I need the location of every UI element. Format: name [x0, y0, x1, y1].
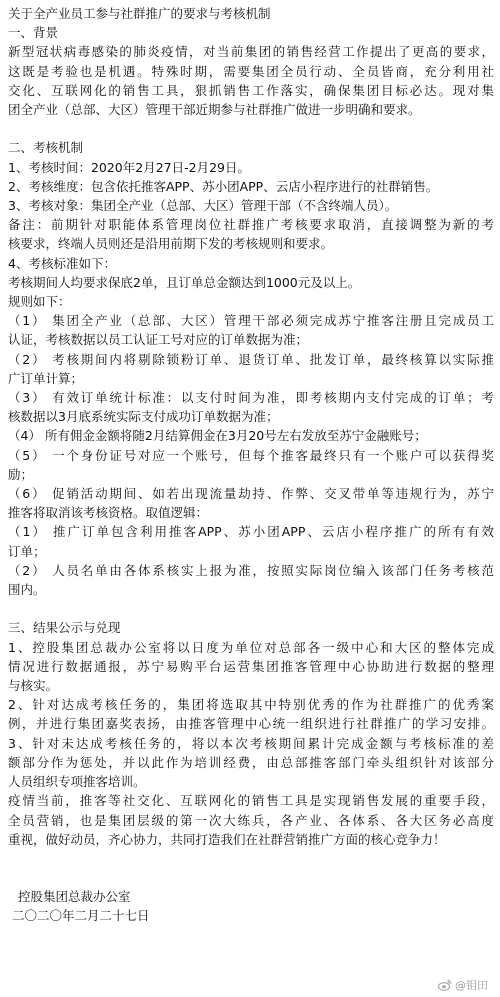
paragraph-line: 1、考核时间：2020年2月27日-2月29日。: [8, 159, 250, 175]
spacer: [8, 868, 494, 887]
spacer: [8, 599, 494, 618]
section-heading: 一、背景: [8, 25, 59, 41]
document: [8, 4, 494, 926]
rule-item: （2） 考核期间内将剔除锁粉订单、退货订单、批发订单，最终核算以实际推: [8, 351, 494, 367]
paragraph-line: 新型冠状病毒感染的肺炎疫情，对当前集团的销售经营工作提出了更高的要求，: [8, 44, 494, 60]
rule-item: （1） 推广订单包含利用推客APP、苏小团APP、云店小程序推广的所有有效: [8, 524, 494, 540]
signature-office: 控股集团总裁办公室: [18, 889, 131, 905]
rule-item: 订单；: [8, 543, 46, 559]
paragraph-line: 3、针对未达成考核任务的，将以本次考核期间累计完成金额与考核标准的差: [8, 735, 494, 751]
rule-item: （3） 有效订单统计标准：以支付时间为准，即考核期内支付完成的订单；考: [8, 390, 494, 406]
paragraph-line: 与核实。: [8, 678, 59, 694]
rule-item: 推客将取消该考核资格。取值逻辑：: [8, 505, 209, 521]
paragraph-line: 规则如下：: [8, 294, 71, 310]
paragraph-line: 重视，做好动员，齐心协力，共同打造我们在社群营销推广方面的核心竞争力！: [8, 831, 446, 847]
rule-item: （2） 人员名单由各体系核实上报为准，按照实际岗位编入该部门任务考核范: [8, 562, 494, 578]
paragraph-line: 人员组织专项推客培训。: [8, 774, 146, 790]
rule-item: （4） 所有佣金金额将随2月结算佣金在3月20号左右发放至苏宁金融账号；: [8, 428, 427, 444]
spacer: [8, 849, 494, 868]
rule-item: （1） 集团全产业（总部、大区）管理干部必须完成苏宁推客注册且完成员工: [8, 313, 494, 329]
rule-item: （6） 促销活动期间、如若出现流量劫持、作弊、交叉带单等违规行为，苏宁: [8, 486, 494, 502]
section-heading: 三、结果公示与兑现: [8, 620, 121, 636]
rule-item: 广订单计算；: [8, 370, 84, 386]
section-assessment: [8, 138, 494, 599]
weibo-logo-icon: [438, 979, 452, 991]
rule-item: 认证，考核数据以员工认证工号对应的订单数据为准；: [8, 332, 309, 348]
document-title: 关于全产业员工参与社群推广的要求与考核机制: [8, 6, 271, 21]
paragraph-line: 备注：前期针对职能体系管理岗位社群推广考核要求取消，直接调整为新的考: [8, 217, 494, 233]
paragraph-line: 额部分作为惩处，并以此作为培训经费，由总部推客部门牵头组织针对该部分: [8, 754, 494, 770]
section-background: [8, 23, 494, 119]
paragraph-line: 2、针对达成考核任务的，集团将选取其中特别优秀的作为社群推广的优秀案: [8, 697, 494, 713]
paragraph-line: 4、考核标准如下：: [8, 255, 116, 271]
paragraph-line: 疫情当前，推客等社交化、互联网化的销售工具是实现销售发展的重要手段，: [8, 793, 494, 809]
signature-date: 二〇二〇年二月二十七日: [12, 908, 150, 924]
watermark-text: @钼田: [455, 979, 488, 992]
paragraph-line: 1、控股集团总裁办公室将以日度为单位对总部各一级中心和大区的整体完成: [8, 639, 494, 655]
paragraph-line: 核要求，终端人员则还是沿用前期下发的考核规则和要求。: [8, 236, 334, 252]
signature-block: [8, 887, 494, 925]
rule-item: 励；: [8, 466, 34, 482]
paragraph-line: 这既是考验也是机遇。特殊时期，需要集团全员行动、全员皆商，充分利用社: [8, 63, 494, 79]
paragraph-line: 情况进行数据通报，苏宁易购平台运营集团推客管理中心协助进行数据的整理: [8, 658, 494, 674]
section-results: [8, 618, 494, 848]
paragraph-line: 团全产业（总部、大区）管理干部近期参与社群推广做进一步明确和要求。: [8, 102, 421, 118]
paragraph-line: 交化、互联网化的销售工具，狠抓销售工作落实，确保集团目标必达。现对集: [8, 82, 494, 98]
paragraph-line: 例，并进行集团嘉奖表扬，由推客管理中心统一组织进行社群推广的学习安排。: [8, 716, 494, 732]
spacer: [8, 119, 494, 138]
paragraph-line: 全员营销，也是集团层级的第一次大练兵，各产业、各体系、各大区务必高度: [8, 812, 494, 828]
watermark: [438, 977, 488, 993]
paragraph-line: 2、考核维度：包含依托推客APP、苏小团APP、云店小程序进行的社群销售。: [8, 178, 439, 194]
rule-item: （5） 一个身份证号对应一个账号，但每个推客最终只有一个账户可以获得奖: [8, 447, 494, 463]
paragraph-line: 3、考核对象：集团全产业（总部、大区）管理干部（不含终端人员）。: [8, 198, 398, 214]
paragraph-line: 考核期间人均要求保底2单，且订单总金额达到1000元及以上。: [8, 274, 361, 290]
rule-item: 核数据以3月底系统实际支付成功订单数据为准；: [8, 409, 279, 425]
rule-item: 围内。: [8, 582, 46, 598]
section-heading: 二、考核机制: [8, 140, 84, 156]
